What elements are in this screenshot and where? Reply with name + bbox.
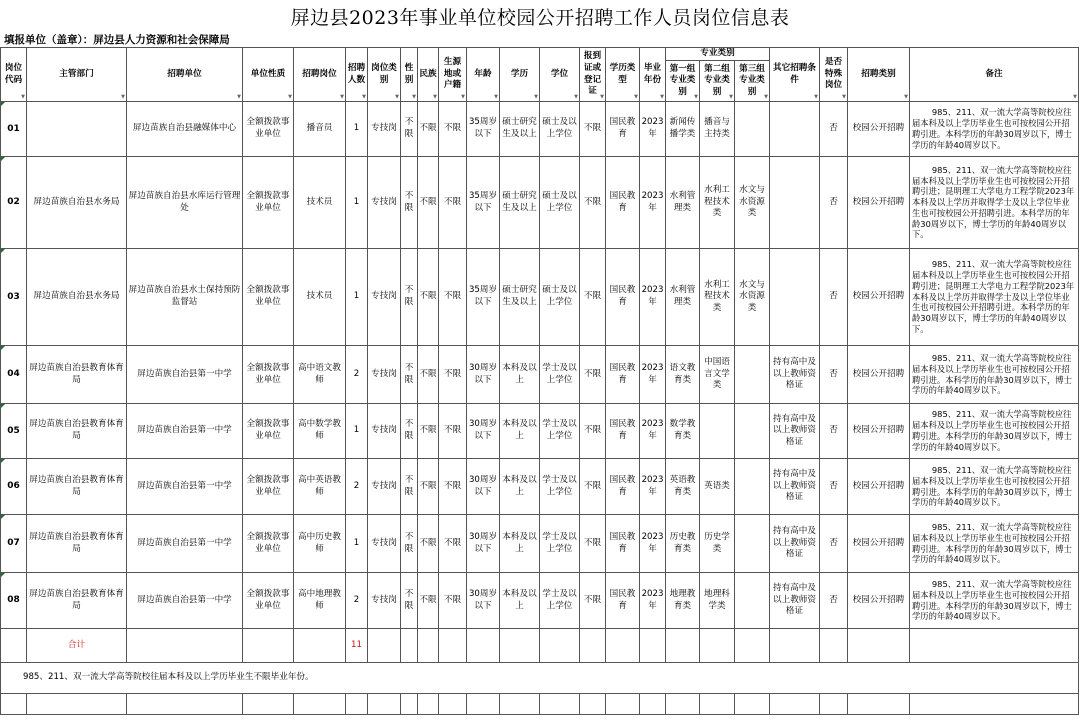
cell-education[interactable]: 本科及以上 [500,459,540,515]
filter-arrow-icon: ▼ [600,94,604,100]
cell-major2[interactable]: 中国语言文学类 [700,346,735,404]
header-major1[interactable]: 第一组专业类别 ▼ [666,61,700,102]
header-other[interactable]: 其它招聘条件 ▼ [770,48,820,102]
cell-code[interactable]: 08 [1,573,27,629]
header-education[interactable]: 学历 ▼ [500,48,540,102]
cell-recruit-type[interactable]: 校园公开招聘 [848,573,910,629]
cell-recruit-type[interactable]: 校园公开招聘 [848,346,910,404]
blank-row [1,694,1079,715]
cell-special[interactable]: 否 [820,404,848,459]
cell-remark[interactable]: 985、211、双一流大学高等院校应往届本科及以上学历毕业生也可按校园公开招聘引进。本科学历的年龄30周岁以下，博士学历的年龄40周岁以下。 [910,573,1079,629]
cell-certificate[interactable]: 不限 [580,346,606,404]
cell-remark[interactable]: 985、211、双一流大学高等院校应往届本科及以上学历毕业生也可按校园公开招聘引进。本科学历的年龄30周岁以下，博士学历的年龄40周岁以下。 [910,404,1079,459]
cell-degree[interactable]: 学士及以上学位 [540,404,580,459]
header-gender[interactable]: 性别 ▼ [401,48,418,102]
cell-major3[interactable]: 水文与水资源类 [735,157,770,249]
cell-gender[interactable]: 不限 [401,573,418,629]
cell-ethnicity[interactable]: 不限 [418,346,439,404]
cell-post[interactable]: 播音员 [294,102,346,157]
cell-grad-year[interactable]: 2023年 [640,573,666,629]
table-row [1,249,1079,346]
cell-unit[interactable]: 屏边苗族自治县第一中学 [127,515,243,573]
header-code[interactable]: 岗位代码 ▼ [1,48,27,102]
cell-gender[interactable]: 不限 [401,249,418,346]
cell-certificate[interactable]: 不限 [580,573,606,629]
cell-special[interactable]: 否 [820,515,848,573]
cell-education[interactable]: 硕士研究生及以上 [500,157,540,249]
cell-nature[interactable]: 全额拨款事业单位 [243,573,294,629]
cell-major2[interactable]: 历史学类 [700,515,735,573]
filter-arrow-icon: ▼ [461,94,465,100]
cell-age[interactable]: 30周岁以下 [467,346,500,404]
header-special[interactable]: 是否特殊岗位 ▼ [820,48,848,102]
cell-edu-type[interactable]: 国民教育 [606,573,640,629]
header-major-group: 专业类别 [666,48,770,61]
cell-edu-type[interactable]: 国民教育 [606,515,640,573]
filter-arrow-icon: ▼ [634,94,638,100]
filter-arrow-icon: ▼ [814,94,818,100]
cell-edu-type[interactable]: 国民教育 [606,157,640,249]
cell-certificate[interactable]: 不限 [580,249,606,346]
filter-arrow-icon: ▼ [1073,94,1077,100]
header-ethnicity[interactable]: 民族 ▼ [418,48,439,102]
filter-arrow-icon: ▼ [729,94,733,100]
cell-major3[interactable] [735,459,770,515]
cell-certificate[interactable]: 不限 [580,459,606,515]
cell-ethnicity[interactable]: 不限 [418,573,439,629]
cell-post[interactable]: 高中英语教师 [294,459,346,515]
cell-count[interactable]: 2 [346,573,368,629]
cell-edu-type[interactable]: 国民教育 [606,346,640,404]
cell-special[interactable]: 否 [820,102,848,157]
cell-major3[interactable] [735,346,770,404]
filter-arrow-icon: ▼ [121,94,125,100]
cell-education[interactable]: 本科及以上 [500,404,540,459]
cell-origin[interactable]: 不限 [439,102,467,157]
cell-grad-year[interactable]: 2023年 [640,157,666,249]
cell-post[interactable]: 高中历史教师 [294,515,346,573]
filter-arrow-icon: ▼ [362,94,366,100]
total-label[interactable]: 合计 [27,629,127,663]
cell-special[interactable]: 否 [820,346,848,404]
cell-age[interactable]: 30周岁以下 [467,459,500,515]
header-post[interactable]: 招聘岗位 ▼ [294,48,346,102]
cell-marker-icon [1,515,5,519]
table-row [1,346,1079,404]
cell-age[interactable]: 35周岁以下 [467,249,500,346]
cell-nature[interactable]: 全额拨款事业单位 [243,102,294,157]
header-age[interactable]: 年龄 ▼ [467,48,500,102]
cell-recruit-type[interactable]: 校园公开招聘 [848,404,910,459]
reporting-unit: 填报单位（盖章）：屏边县人力资源和社会保障局 [4,34,230,46]
cell-remark[interactable]: 985、211、双一流大学高等院校应往届本科及以上学历毕业生也可按校园公开招聘引进。本科学历的年龄30周岁以下，博士学历的年龄40周岁以下。 [910,102,1079,157]
cell-degree[interactable]: 学士及以上学位 [540,515,580,573]
cell-nature[interactable]: 全额拨款事业单位 [243,459,294,515]
cell-major2[interactable]: 播音与主持类 [700,102,735,157]
header-degree[interactable]: 学位 ▼ [540,48,580,102]
cell-origin[interactable]: 不限 [439,459,467,515]
table-body [1,102,1079,629]
cell-unit[interactable]: 屏边苗族自治县第一中学 [127,404,243,459]
cell-certificate[interactable]: 不限 [580,157,606,249]
cell-age[interactable]: 30周岁以下 [467,404,500,459]
cell-code[interactable]: 04 [1,346,27,404]
cell-major1[interactable]: 历史教育类 [666,515,700,573]
cell-recruit-type[interactable]: 校园公开招聘 [848,459,910,515]
cell-marker-icon [1,157,5,161]
table-row [1,102,1079,157]
cell-grad-year[interactable]: 2023年 [640,459,666,515]
cell-gender[interactable]: 不限 [401,346,418,404]
table-row [1,157,1079,249]
cell-dept[interactable]: 屏边苗族自治县教育体育局 [27,515,127,573]
cell-count[interactable]: 1 [346,515,368,573]
cell-post-type[interactable]: 专技岗 [368,459,401,515]
cell-ethnicity[interactable]: 不限 [418,459,439,515]
cell-unit[interactable]: 屏边苗族自治县融媒体中心 [127,102,243,157]
cell-education[interactable]: 硕士研究生及以上 [500,249,540,346]
cell-other[interactable]: 持有高中及以上教师资格证 [770,515,820,573]
cell-degree[interactable]: 学士及以上学位 [540,573,580,629]
cell-degree[interactable]: 硕士及以上学位 [540,249,580,346]
cell-other[interactable] [770,102,820,157]
cell-code[interactable]: 02 [1,157,27,249]
cell-major3[interactable]: 水文与水资源类 [735,249,770,346]
cell-major1[interactable]: 语文教育类 [666,346,700,404]
cell-education[interactable]: 硕士研究生及以上 [500,102,540,157]
filter-arrow-icon: ▼ [574,94,578,100]
cell-origin[interactable]: 不限 [439,249,467,346]
cell-nature[interactable]: 全额拨款事业单位 [243,515,294,573]
filter-arrow-icon: ▼ [433,94,437,100]
cell-remark[interactable]: 985、211、双一流大学高等院校应往届本科及以上学历毕业生也可按校园公开招聘引进。本科学历的年龄30周岁以下，博士学历的年龄40周岁以下。 [910,515,1079,573]
cell-post-type[interactable]: 专技岗 [368,515,401,573]
cell-recruit-type[interactable]: 校园公开招聘 [848,102,910,157]
header-recruit-type[interactable]: 招聘类别 ▼ [848,48,910,102]
cell-gender[interactable]: 不限 [401,404,418,459]
cell-major1[interactable]: 新闻传播学类 [666,102,700,157]
cell-remark[interactable]: 985、211、双一流大学高等院校应往届本科及以上学历毕业生也可按校园公开招聘引进；昆明理工大学电力工程学院2023年本科及以上学历并取得学士及以上学位毕业生也可按校园公开招聘引进。本科学历的年龄30周岁以下，博士学历的年龄40周岁以下。 [910,249,1079,346]
cell-ethnicity[interactable]: 不限 [418,404,439,459]
cell-other[interactable]: 持有高中及以上教师资格证 [770,459,820,515]
table-row [1,573,1079,629]
cell-major1[interactable]: 水利管理类 [666,249,700,346]
cell-other[interactable]: 持有高中及以上教师资格证 [770,404,820,459]
cell-other[interactable] [770,249,820,346]
filter-arrow-icon: ▼ [340,94,344,100]
cell-post[interactable]: 技术员 [294,157,346,249]
filter-arrow-icon: ▼ [237,94,241,100]
cell-marker-icon [1,573,5,577]
cell-origin[interactable]: 不限 [439,515,467,573]
cell-age[interactable]: 30周岁以下 [467,515,500,573]
filter-arrow-icon: ▼ [288,94,292,100]
filter-arrow-icon: ▼ [494,94,498,100]
cell-grad-year[interactable]: 2023年 [640,346,666,404]
cell-other[interactable]: 持有高中及以上教师资格证 [770,573,820,629]
cell-age[interactable]: 35周岁以下 [467,102,500,157]
cell-unit[interactable]: 屏边苗族自治县第一中学 [127,459,243,515]
filter-arrow-icon: ▼ [764,94,768,100]
cell-nature[interactable]: 全额拨款事业单位 [243,249,294,346]
cell-recruit-type[interactable]: 校园公开招聘 [848,157,910,249]
cell-other[interactable]: 持有高中及以上教师资格证 [770,346,820,404]
cell-code[interactable]: 03 [1,249,27,346]
header-unit[interactable]: 招聘单位 ▼ [127,48,243,102]
cell-major2[interactable]: 地理科学类 [700,573,735,629]
cell-post[interactable]: 技术员 [294,249,346,346]
cell-major1[interactable]: 英语教育类 [666,459,700,515]
cell-post-type[interactable]: 专技岗 [368,249,401,346]
page-title: 屏边县2023年事业单位校园公开招聘工作人员岗位信息表 [290,7,790,29]
cell-gender[interactable]: 不限 [401,102,418,157]
cell-degree[interactable]: 硕士及以上学位 [540,102,580,157]
cell-marker-icon [1,459,5,463]
cell-remark[interactable]: 985、211、双一流大学高等院校应往届本科及以上学历毕业生也可按校园公开招聘引进；昆明理工大学电力工程学院2023年本科及以上学历并取得学士及以上学位毕业生也可按校园公开招聘引进。本科学历的年龄30周岁以下，博士学历的年龄40周岁以下。 [910,157,1079,249]
cell-edu-type[interactable]: 国民教育 [606,249,640,346]
cell-grad-year[interactable]: 2023年 [640,515,666,573]
header-dept[interactable]: 主管部门 ▼ [27,48,127,102]
cell-dept[interactable]: 屏边苗族自治县教育体育局 [27,459,127,515]
cell-origin[interactable]: 不限 [439,346,467,404]
cell-ethnicity[interactable]: 不限 [418,102,439,157]
cell-code[interactable]: 06 [1,459,27,515]
cell-post-type[interactable]: 专技岗 [368,157,401,249]
cell-major1[interactable]: 水利管理类 [666,157,700,249]
cell-major3[interactable] [735,404,770,459]
cell-dept[interactable]: 屏边苗族自治县水务局 [27,249,127,346]
cell-marker-icon [1,102,5,106]
header-origin[interactable]: 生源地或户籍 ▼ [439,48,467,102]
cell-certificate[interactable]: 不限 [580,515,606,573]
cell-certificate[interactable]: 不限 [580,404,606,459]
cell-count[interactable]: 1 [346,404,368,459]
cell-recruit-type[interactable]: 校园公开招聘 [848,249,910,346]
header-count[interactable]: 招聘人数 ▼ [346,48,368,102]
cell-major3[interactable] [735,515,770,573]
cell-marker-icon [1,404,5,408]
cell-degree[interactable]: 学士及以上学位 [540,346,580,404]
filter-arrow-icon: ▼ [694,94,698,100]
cell-major3[interactable] [735,102,770,157]
filter-arrow-icon: ▼ [904,94,908,100]
cell-edu-type[interactable]: 国民教育 [606,459,640,515]
cell-nature[interactable]: 全额拨款事业单位 [243,346,294,404]
cell-dept[interactable]: 屏边苗族自治县教育体育局 [27,573,127,629]
cell-grad-year[interactable]: 2023年 [640,249,666,346]
cell-special[interactable]: 否 [820,157,848,249]
cell-edu-type[interactable]: 国民教育 [606,102,640,157]
cell-dept[interactable]: 屏边苗族自治县水务局 [27,157,127,249]
cell-post-type[interactable]: 专技岗 [368,102,401,157]
cell-grad-year[interactable]: 2023年 [640,404,666,459]
cell-code[interactable]: 07 [1,515,27,573]
cell-count[interactable]: 1 [346,157,368,249]
cell-major2[interactable]: 水利工程技术类 [700,249,735,346]
header-major2[interactable]: 第二组专业类别 ▼ [700,61,735,102]
cell-code[interactable]: 05 [1,404,27,459]
filter-arrow-icon: ▼ [660,94,664,100]
footer-row [1,663,1079,694]
cell-count[interactable]: 1 [346,102,368,157]
cell-edu-type[interactable]: 国民教育 [606,404,640,459]
cell-count[interactable]: 2 [346,346,368,404]
filter-arrow-icon: ▼ [412,94,416,100]
cell-count[interactable]: 1 [346,249,368,346]
filter-arrow-icon: ▼ [534,94,538,100]
header-grad-year[interactable]: 毕业年份 ▼ [640,48,666,102]
table-header [1,48,1079,102]
cell-education[interactable]: 本科及以上 [500,515,540,573]
table-row [1,515,1079,573]
cell-major2[interactable]: 英语类 [700,459,735,515]
cell-special[interactable]: 否 [820,459,848,515]
cell-dept[interactable] [27,102,127,157]
total-row [1,629,1079,663]
cell-ethnicity[interactable]: 不限 [418,515,439,573]
cell-unit[interactable]: 屏边苗族自治县水库运行管理处 [127,157,243,249]
cell-gender[interactable]: 不限 [401,157,418,249]
header-certificate[interactable]: 报到证或登记证 ▼ [580,48,606,102]
cell-unit[interactable]: 屏边苗族自治县第一中学 [127,346,243,404]
cell-count[interactable]: 2 [346,459,368,515]
cell-origin[interactable]: 不限 [439,573,467,629]
cell-age[interactable]: 30周岁以下 [467,573,500,629]
cell-major2[interactable]: 水利工程技术类 [700,157,735,249]
header-remark[interactable]: 备注 ▼ [910,48,1079,102]
cell-dept[interactable]: 屏边苗族自治县教育体育局 [27,346,127,404]
header-major3[interactable]: 第三组专业类别 ▼ [735,61,770,102]
filter-arrow-icon: ▼ [21,94,25,100]
cell-nature[interactable]: 全额拨款事业单位 [243,157,294,249]
cell-ethnicity[interactable]: 不限 [418,157,439,249]
cell-grad-year[interactable]: 2023年 [640,102,666,157]
cell-post[interactable]: 高中语文教师 [294,346,346,404]
header-post-type[interactable]: 岗位类别 ▼ [368,48,401,102]
cell-remark[interactable]: 985、211、双一流大学高等院校应往届本科及以上学历毕业生也可按校园公开招聘引进。本科学历的年龄30周岁以下，博士学历的年龄40周岁以下。 [910,346,1079,404]
filter-arrow-icon: ▼ [842,94,846,100]
cell-other[interactable] [770,157,820,249]
filter-arrow-icon: ▼ [395,94,399,100]
cell-major1[interactable]: 数学教育类 [666,404,700,459]
cell-major1[interactable]: 地理教育类 [666,573,700,629]
cell-gender[interactable]: 不限 [401,459,418,515]
cell-recruit-type[interactable]: 校园公开招聘 [848,515,910,573]
cell-special[interactable]: 否 [820,573,848,629]
cell-remark[interactable]: 985、211、双一流大学高等院校应往届本科及以上学历毕业生也可按校园公开招聘引进。本科学历的年龄30周岁以下，博士学历的年龄40周岁以下。 [910,459,1079,515]
cell-origin[interactable]: 不限 [439,404,467,459]
cell-unit[interactable]: 屏边苗族自治县水土保持预防监督站 [127,249,243,346]
cell-gender[interactable]: 不限 [401,515,418,573]
cell-marker-icon [1,346,5,350]
cell-post-type[interactable]: 专技岗 [368,573,401,629]
footer-note[interactable]: 985、211、双一流大学高等院校往届本科及以上学历毕业生不限毕业年份。 [1,663,1079,694]
cell-post-type[interactable]: 专技岗 [368,404,401,459]
cell-major3[interactable] [735,573,770,629]
cell-education[interactable]: 本科及以上 [500,573,540,629]
cell-certificate[interactable]: 不限 [580,102,606,157]
cell-education[interactable]: 本科及以上 [500,346,540,404]
cell-major2[interactable] [700,404,735,459]
cell-marker-icon [1,249,5,253]
header-edu-type[interactable]: 学历类型 ▼ [606,48,640,102]
cell-post-type[interactable]: 专技岗 [368,346,401,404]
cell-code[interactable]: 01 [1,102,27,157]
cell-special[interactable]: 否 [820,249,848,346]
cell-degree[interactable]: 硕士及以上学位 [540,157,580,249]
table-row [1,459,1079,515]
cell-unit[interactable]: 屏边苗族自治县第一中学 [127,573,243,629]
cell-origin[interactable]: 不限 [439,157,467,249]
total-count[interactable]: 11 [346,629,368,663]
recruitment-table [0,47,1079,715]
cell-ethnicity[interactable]: 不限 [418,249,439,346]
cell-dept[interactable]: 屏边苗族自治县教育体育局 [27,404,127,459]
cell-degree[interactable]: 学士及以上学位 [540,459,580,515]
cell-age[interactable]: 35周岁以下 [467,157,500,249]
cell-post[interactable]: 高中地理教师 [294,573,346,629]
table-row [1,404,1079,459]
cell-nature[interactable]: 全额拨款事业单位 [243,404,294,459]
header-nature[interactable]: 单位性质 ▼ [243,48,294,102]
cell-post[interactable]: 高中数学教师 [294,404,346,459]
